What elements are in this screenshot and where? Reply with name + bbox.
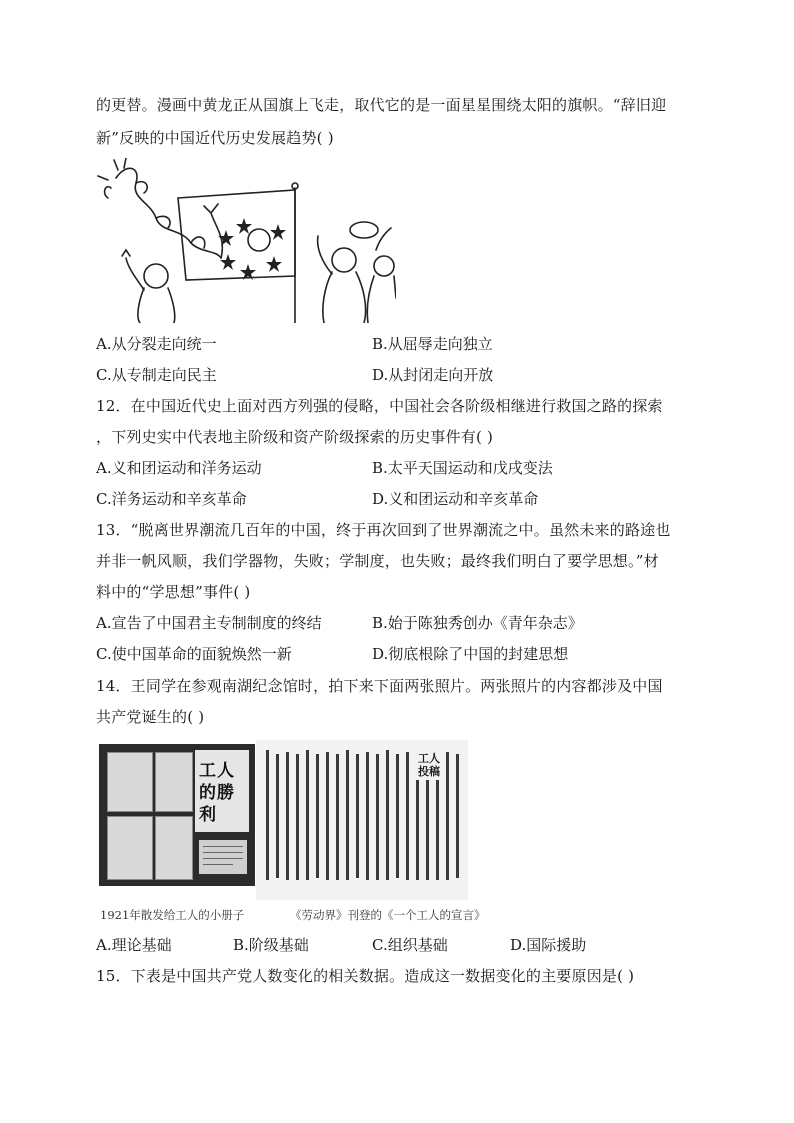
q14-stem-line2: 共产党诞生的( ) (96, 708, 205, 726)
pamphlet-cover-3 (107, 816, 153, 880)
pamphlet-photo (99, 744, 255, 886)
q11-option-a[interactable]: A.从分裂走向统一 (96, 335, 217, 353)
q13-option-c[interactable]: C.使中国革命的面貌焕然一新 (96, 645, 292, 663)
q14-option-c[interactable]: C.组织基础 (372, 936, 448, 954)
q13-stem-line3: 料中的“学思想”事件( ) (96, 583, 251, 601)
pamphlet-cover-4 (155, 816, 193, 880)
q11-stem-line1: 的更替。漫画中黄龙正从国旗上飞走，取代它的是一面星星围绕太阳的旗帜。“辞旧迎 (96, 96, 667, 114)
pamphlet-cover-2 (155, 752, 193, 812)
q14-option-b[interactable]: B.阶级基础 (233, 936, 309, 954)
q12-option-d[interactable]: D.义和团运动和辛亥革命 (372, 490, 539, 508)
q11-option-b[interactable]: B.从屈辱走向独立 (372, 335, 493, 353)
dragon-flag-cartoon (96, 158, 396, 323)
caption-newspaper: 《劳动界》刊登的《一个工人的宣言》 (290, 908, 486, 922)
pamphlet-cover-1 (107, 752, 153, 812)
q11-stem-line2: 新”反映的中国近代历史发展趋势( ) (96, 129, 334, 147)
newspaper-photo (256, 740, 468, 900)
q13-stem-line1: 13．“脱离世界潮流几百年的中国，终于再次回到了世界潮流之中。虽然未来的路途也 (96, 521, 671, 539)
pamphlet-note (199, 840, 247, 874)
q11-option-c[interactable]: C.从专制走向民主 (96, 366, 217, 384)
q14-option-a[interactable]: A.理论基础 (96, 936, 172, 954)
caption-pamphlet: 1921年散发给工人的小册子 (100, 908, 245, 922)
pamphlet-title: 工人的勝利 (199, 761, 235, 825)
q15-stem-line1: 15．下表是中国共产党人数变化的相关数据。造成这一数据变化的主要原因是( ) (96, 967, 635, 985)
q13-stem-line2: 并非一帆风顺，我们学器物，失败；学制度，也失败；最终我们明白了要学思想。”材 (96, 552, 659, 570)
q12-option-b[interactable]: B.太平天国运动和戊戌变法 (372, 459, 553, 477)
q13-option-b[interactable]: B.始于陈独秀创办《青年杂志》 (372, 614, 583, 632)
q12-stem-line2: ，下列史实中代表地主阶级和资产阶级探索的历史事件有( ) (96, 428, 494, 446)
q12-stem-line1: 12．在中国近代史上面对西方列强的侵略，中国社会各阶级相继进行救国之路的探索 (96, 397, 663, 415)
q13-option-d[interactable]: D.彻底根除了中国的封建思想 (372, 645, 569, 663)
pamphlet-title-card (195, 750, 249, 832)
cartoon-drawing (96, 158, 396, 323)
q12-option-c[interactable]: C.洋务运动和辛亥革命 (96, 490, 247, 508)
q12-option-a[interactable]: A.义和团运动和洋务运动 (96, 459, 262, 477)
newspaper-heading: 工人投稿 (414, 752, 444, 778)
q11-option-d[interactable]: D.从封闭走向开放 (372, 366, 494, 384)
q14-option-d[interactable]: D.国际援助 (510, 936, 587, 954)
q14-stem-line1: 14．王同学在参观南湖纪念馆时，拍下来下面两张照片。两张照片的内容都涉及中国 (96, 677, 663, 695)
q13-option-a[interactable]: A.宣告了中国君主专制制度的终结 (96, 614, 322, 632)
